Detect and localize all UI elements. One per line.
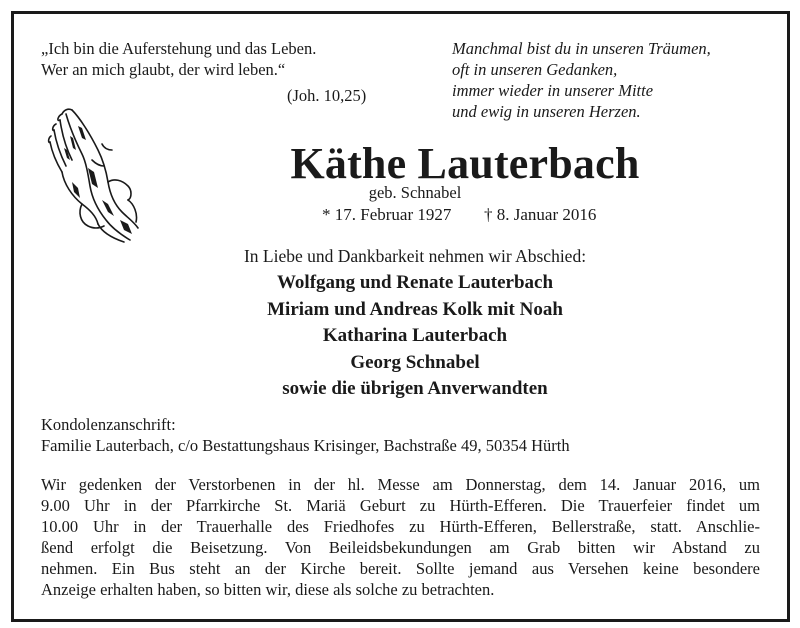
farewell-intro: In Liebe und Dankbarkeit nehmen wir Abschied: (243, 246, 587, 266)
birth-name: geb. Schnabel (368, 183, 462, 202)
mourner-line: Wolfgang und Renate Lauterbach (276, 272, 554, 293)
poem-line-3: immer wieder in unserer Mitte (452, 81, 654, 100)
condolence-label: Kondolenzanschrift: (41, 415, 176, 434)
service-notice-line: Wir gedenken der Verstorbenen in der hl. Messe am Donnerstag, dem 14. Januar 2016, um (41, 475, 760, 494)
service-notice-line: 10.00 Uhr in der Trauerhalle des Friedhofes zu Hürth-Efferen, Bellerstraße, statt. Anschlie- (41, 517, 760, 536)
bible-quote-reference: (Joh. 10,25) (287, 86, 367, 105)
service-notice-line: 9.00 Uhr in der Pfarrkirche St. Mariä Geburt zu Hürth-Efferen. Die Trauerfeier findet um (41, 496, 760, 515)
poem-line-1: Manchmal bist du in unseren Träumen, (452, 39, 711, 58)
service-notice-line: ßend erfolgt die Beisetzung. Von Beileidsbekundungen am Grab bitten wir Abstand zu (41, 538, 760, 557)
birth-date: * 17. Februar 1927 (322, 205, 452, 224)
poem-line-4: und ewig in unseren Herzen. (452, 102, 641, 121)
deceased-name: Käthe Lauterbach (290, 139, 640, 188)
condolence-address: Familie Lauterbach, c/o Bestattungshaus Krisinger, Bachstraße 49, 50354 Hürth (41, 436, 570, 455)
bible-quote-line-1: „Ich bin die Auferstehung und das Leben. (41, 39, 317, 58)
mourner-line: sowie die übrigen Anverwandten (282, 378, 548, 400)
service-notice-line: Anzeige erhalten haben, so bitten wir, diese als solche zu betrachten. (41, 580, 495, 599)
mourner-line: Georg Schnabel (350, 351, 480, 373)
mourner-line: Katharina Lauterbach (322, 325, 508, 347)
service-notice-line: nehmen. Ein Bus steht an der Kirche bereit. Sollte jemand aus Versehen keine besondere (41, 559, 760, 578)
mourner-line: Miriam und Andreas Kolk mit Noah (267, 298, 563, 320)
poem-line-2: oft in unseren Gedanken, (452, 60, 618, 79)
death-date: † 8. Januar 2016 (484, 205, 597, 224)
bible-quote-line-2: Wer an mich glaubt, der wird leben.“ (41, 60, 286, 79)
